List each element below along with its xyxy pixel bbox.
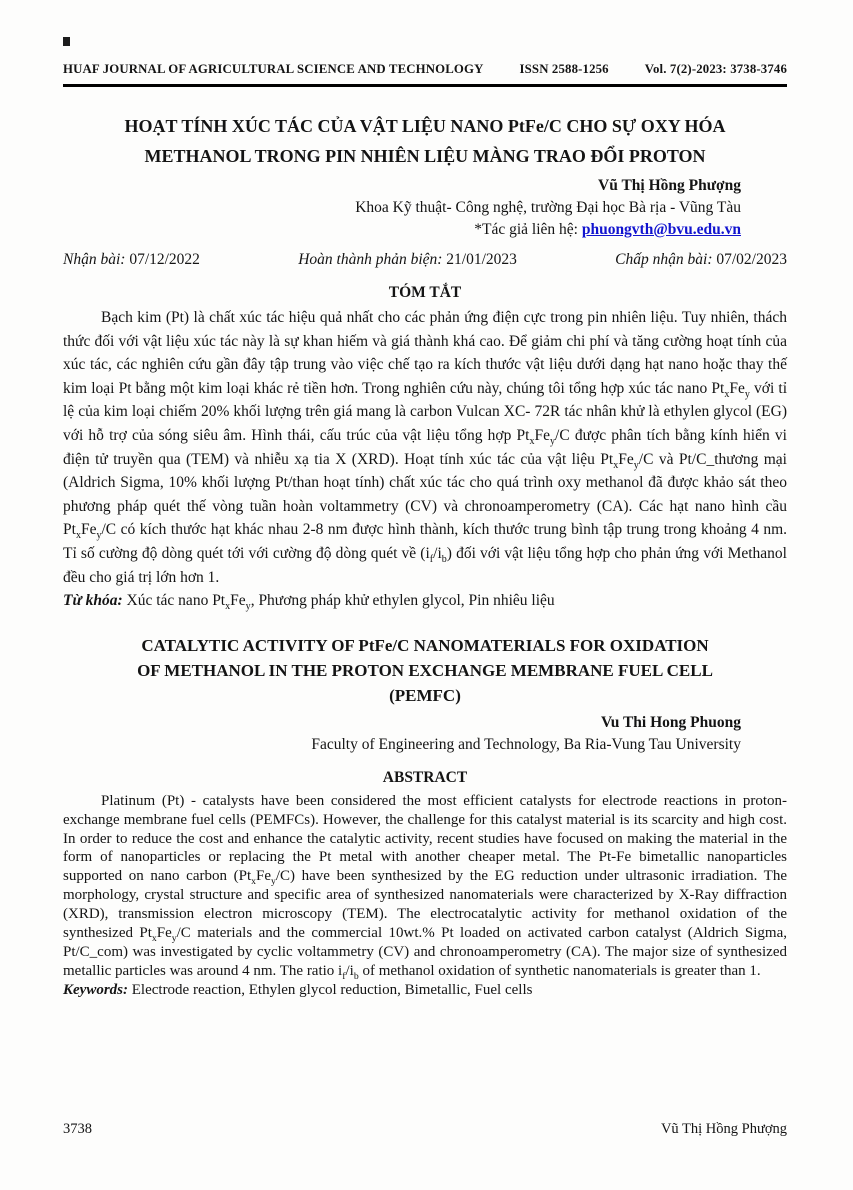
vietnamese-keywords-line [63, 589, 787, 613]
vietnamese-affiliation: Khoa Kỹ thuật- Công nghệ, trường Đại học Bà rịa - Vũng Tàu [355, 199, 741, 216]
date-accepted [615, 249, 787, 270]
date-received-label: Nhận bài: [63, 251, 130, 268]
date-reviewed [298, 249, 517, 270]
vietnamese-title-line-1: HOẠT TÍNH XÚC TÁC CỦA VẬT LIỆU NANO PtFe/C CHO SỰ OXY HÓA [124, 116, 726, 136]
scan-artifact [63, 37, 70, 46]
date-reviewed-label: Hoàn thành phản biện: [298, 251, 447, 268]
english-keywords-line [63, 981, 787, 1000]
english-title-line-2: OF METHANOL IN THE PROTON EXCHANGE MEMBRANE FUEL CELL [137, 660, 713, 680]
english-affiliation: Faculty of Engineering and Technology, Ba Ria-Vung Tau University [311, 735, 741, 753]
english-title [63, 633, 787, 708]
submission-dates-row [63, 249, 787, 270]
vietnamese-keywords-label: Từ khóa: [63, 592, 123, 610]
page-footer [63, 1121, 787, 1138]
vietnamese-keywords: Xúc tác nano $Pt_xFe_y$, Phương pháp khử ethylen glycol, Pin nhiêu liệu [122, 592, 555, 613]
header-rule [63, 84, 787, 87]
english-keywords: Electrode reaction, Ethylen glycol reduction, Bimetallic, Fuel cells [128, 981, 533, 998]
journal-header [63, 62, 787, 77]
english-author: Vu Thi Hong Phuong [600, 713, 741, 731]
date-reviewed-value: 21/01/2023 [446, 251, 517, 268]
english-byline-block [63, 712, 787, 755]
footer-author: Vũ Thị Hồng Phượng [660, 1121, 787, 1137]
contact-email-link[interactable]: phuongvth@bvu.edu.vn [581, 221, 741, 238]
vietnamese-title-line-2: METHANOL TRONG PIN NHIÊN LIỆU MÀNG TRAO ĐỔI PROTON [144, 146, 706, 166]
footer-page-number: 3738 [63, 1121, 92, 1137]
contact-label: *Tác giả liên hệ: [474, 221, 582, 238]
date-received-value: 07/12/2022 [129, 251, 200, 268]
journal-name: HUAF JOURNAL OF AGRICULTURAL SCIENCE AND TECHNOLOGY [63, 62, 484, 76]
vietnamese-title [63, 111, 787, 171]
vietnamese-abstract: Bạch kim (Pt) là chất xúc tác hiệu quả nhất cho các phản ứng điện cực trong pin nhiên liệu. Tuy nhiên, thách thức đối với vật liệu xúc tác này là sự khan hiếm và giá thành khá cao. Để giảm chi phí và tăng cường hoạt tính của xúc tác, các nghiên cứu gần đây tập trung vào việc chế tạo ra kích thước vật liệu dưới dạng hạt nano hoặc thay thế kim loại Pt bằng một kim loại khác rẻ tiền hơn. Trong nghiên cứu này, chúng tôi tổng hợp xúc tác nano $Pt_xFe_y$ với tỉ lệ của kim loại chiếm 20% khối lượng trên giá mang là carbon Vulcan XC- 72R tác nhân khử là ethylen glycol (EG) với hỗ trợ của sóng siêu âm. Hình thái, cấu trúc của vật liệu tổng hợp $Pt_xFe_y/C$ được phân tích bằng kính hiển vi điện tử truyền qua (TEM) và nhiễu xạ tia X (XRD). Hoạt tính xúc tác của vật liệu $Pt_xFe_y/C$ và Pt/C_thương mại (Aldrich Sigma, 10% khối lượng Pt/than hoạt tính) chất xúc tác cho quá trình oxy methanol đã được khảo sát theo phương pháp quét thế vòng tuần hoàn voltammetry (CV) và chronoamperometry (CA). Các hạt nano hình cầu $Pt_xFe_y/C$ có kích thước hạt khác nhau 2-8 nm được hình thành, kích thước trung bình tập trung trong khoảng 4 nm. Tỉ số cường độ dòng quét tới với cường độ dòng quét về $(i_f/i_b)$ đối với vật liệu tổng hợp cho phản ứng với Methanol đều cho giá trị lớn hơn 1. [63, 309, 787, 586]
english-abstract: Platinum (Pt) - catalysts have been considered the most efficient catalysts for electrode reactions in proton-exchange membrane fuel cells (PEMFCs). However, the challenge for this catalyst material is its scarcity and high cost. In order to reduce the cost and enhance the catalytic activity, recent studies have focused on making the material in the form of nanoparticles or replacing the Pt metal with another cheaper metal. The Pt-Fe bimetallic nanoparticles supported on nano carbon $(Pt_xFe_y/C)$ have been synthesized by the EG reduction under ultrasonic irradiation. The morphology, crystal structure and specific area of synthesized nanomaterials were characterized by X-Ray diffraction (XRD), transmission electron microscopy (TEM). The electrocatalytic activity for methanol oxidation of the synthesized $Pt_xFe_y/C$ materials and the commercial 10wt.% Pt loaded on activated carbon catalyst (Aldrich Sigma, Pt/C_com) was investigated by cyclic voltammetry (CV) and chronoamperometry (CA). The major size of synthesized metallic particles was around 4 nm. The ratio $i_f/i_b$ of methanol oxidation of synthetic nanomaterials is greater than 1. [63, 792, 787, 982]
journal-volume: Vol. 7(2)-2023: 3738-3746 [644, 62, 787, 76]
journal-issn: ISSN 2588-1256 [519, 62, 609, 76]
english-abstract-heading: ABSTRACT [382, 768, 468, 786]
english-keywords-label: Keywords: [63, 981, 128, 998]
corresponding-author-line [63, 219, 741, 240]
vietnamese-byline-block [63, 175, 787, 240]
vietnamese-abstract-heading: TÓM TẮT [388, 284, 462, 301]
english-title-line-3: (PEMFC) [389, 685, 461, 705]
date-accepted-label: Chấp nhận bài: [615, 251, 717, 268]
date-received [63, 249, 200, 270]
date-accepted-value: 07/02/2023 [716, 251, 787, 268]
vietnamese-author: Vũ Thị Hồng Phượng [598, 177, 741, 194]
english-title-line-1: CATALYTIC ACTIVITY OF PtFe/C NANOMATERIALS FOR OXIDATION [141, 635, 709, 655]
